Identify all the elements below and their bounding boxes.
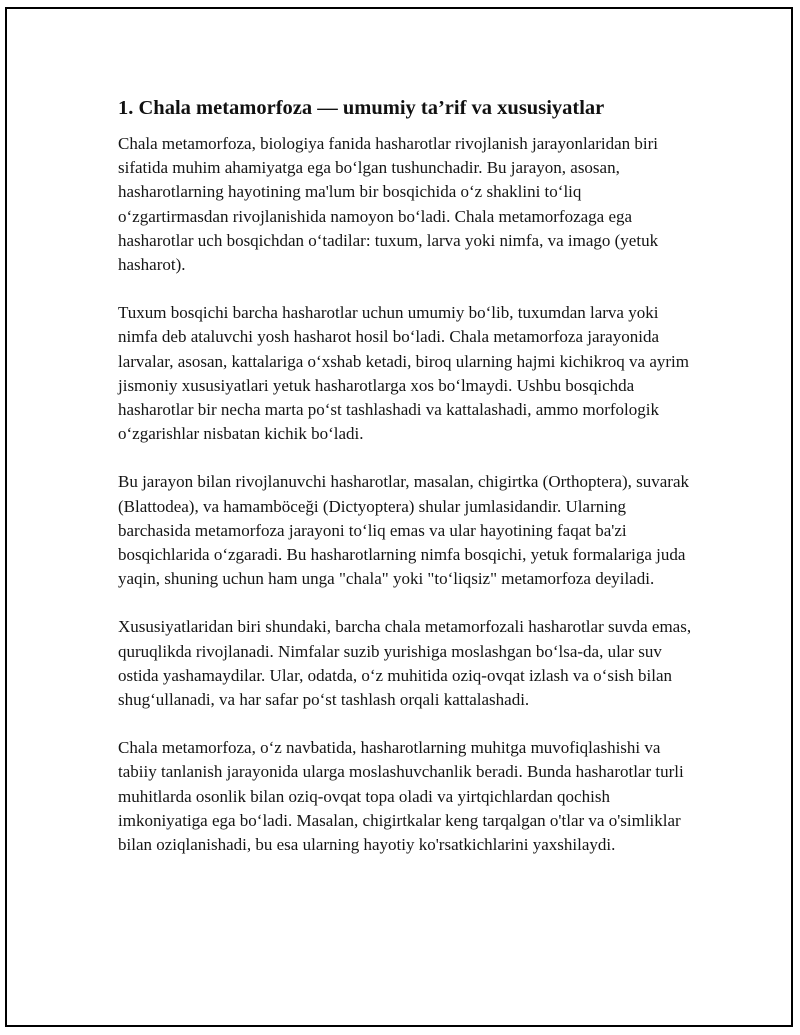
paragraph-5: Chala metamorfoza, o‘z navbatida, hasharotlarning muhitga muvofiqlashishi va tabiiy tanlanish jarayonida ularga moslashuvchanlik beradi. Bunda hasharotlar turli muhitlarda osonlik bilan oziq-ovqat topa oladi va yirtqichlardan qochish imkoniyatiga ega bo‘ladi. Masalan, chigirtkalar keng tarqalgan o'tlar va o'simliklar bilan oziqlanishadi, bu esa ularning hayotiy ko'rsatkichlarini yaxshilaydi. — [118, 738, 684, 855]
paragraph-1: Chala metamorfoza, biologiya fanida hasharotlar rivojlanish jarayonlaridan biri sifatida muhim ahamiyatga ega bo‘lgan tushunchadir. Bu jarayon, asosan, hasharotlarning hayotining ma'lum bir bosqichida o‘z shaklini to‘liq o‘zgartirmasdan rivojlanishida namoyon bo‘ladi. Chala metamorfozaga ega hasharotlar uch bosqichdan o‘tadilar: tuxum, larva yoki nimfa, va imago (yetuk hasharot). — [118, 134, 659, 275]
paragraph-4: Xususiyatlaridan biri shundaki, barcha chala metamorfozali hasharotlar suvda emas, quruqlikda rivojlanadi. Nimfalar suzib yurishiga moslashgan bo‘lsa-da, ular suv ostida yashamaydilar. Ular, odatda, o‘z muhitida oziq-ovqat izlash va o‘sish bilan shug‘ullanadi, va har safar po‘st tashlash orqali kattalashadi. — [118, 617, 692, 710]
section-heading: 1. Chala metamorfoza — umumiy ta’rif va xususiyatlar — [118, 97, 605, 119]
document-body — [118, 95, 693, 881]
paragraph-2: Tuxum bosqichi barcha hasharotlar uchun umumiy bo‘lib, tuxumdan larva yoki nimfa deb ataluvchi yosh hasharot hosil bo‘ladi. Chala metamorfoza jarayonida larvalar, asosan, kattalariga o‘xshab ketadi, biroq ularning hajmi kichikroq va ayrim jismoniy xususiyatlari yetuk hasharotlarga xos bo‘lmaydi. Ushbu bosqichda hasharotlar bir necha marta po‘st tashlashadi va kattalashadi, ammo morfologik o‘zgarishlar nisbatan kichik bo‘ladi. — [118, 303, 689, 444]
paragraph-3: Bu jarayon bilan rivojlanuvchi hasharotlar, masalan, chigirtka (Orthoptera), suvarak (Blattodea), va hamamböceği (Dictyoptera) shular jumlasidandir. Ularning barchasida metamorfoza jarayoni to‘liq emas va ular hayotining faqat ba'zi bosqichlarida o‘zgaradi. Bu hasharotlarning nimfa bosqichi, yetuk formalariga juda yaqin, shuning uchun ham unga "chala" yoki "to‘liqsiz" metamorfoza deyiladi. — [118, 472, 689, 589]
